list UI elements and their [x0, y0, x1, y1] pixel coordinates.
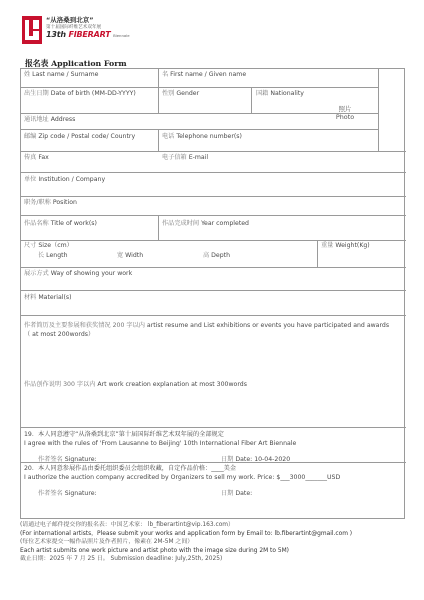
logo-edition: 13th	[46, 30, 66, 39]
note-image-en: Each artist submits one work picture and artist photo with the image size during 2M to 5M)	[20, 547, 289, 554]
length-label: 长 Length	[38, 252, 68, 259]
organizer-logo	[22, 14, 172, 48]
date-field-2[interactable]: 日期 Date:	[221, 490, 253, 497]
surname-label: 姓 Last name / Surname	[24, 71, 99, 78]
resume-label: 作者简历及主要参展和获奖情况 200 字以内 artist resume and List exhibitions or events you have participated and awards	[24, 322, 390, 329]
address-label: 通讯地址 Address	[24, 116, 76, 123]
photo-box[interactable]	[312, 105, 378, 121]
explanation-label: 作品创作说明 300 字以内 Art work creation explanation at most 300words	[24, 381, 247, 388]
year-completed-label: 作品完成时间 Year completed	[162, 220, 249, 227]
photo-label-cn: 照片	[338, 105, 352, 113]
show-way-label: 展示方式 Way of showing your work	[24, 270, 133, 277]
email-label: 电子信箱 E-mail	[162, 154, 209, 161]
logo-brand-sub: Biennale	[113, 33, 130, 38]
note-image-cn: (每位艺术家提交一幅作品照片及作者照片，像素在 2M-5M 之间）	[20, 539, 194, 546]
signature-label-2[interactable]: 作者签名 Signature:	[38, 490, 97, 497]
agreement-19-cn: 19．本人同意遵守“从洛桑到北京”第十届国际纤维艺术双年展的全部规定	[24, 431, 224, 438]
institution-label: 单位 Institution / Company	[24, 176, 106, 183]
note-china-email: (请通过电子邮件提交你的报名表：中国艺术家： lb_fiberartint@vip.163.com）	[20, 522, 234, 528]
logo-brand-text: FIBERART	[68, 30, 111, 39]
photo-label-en: Photo	[335, 113, 355, 121]
form-title: 报名表 Application Form	[25, 59, 127, 68]
signature-label-1[interactable]: 作者签名 Signature:	[38, 456, 97, 463]
logo-brand	[46, 30, 130, 39]
date-field-1[interactable]: 日期 Date: 10-04-2020	[221, 456, 291, 463]
agreement-20-en: I authorize the auction company accredited by Organizers to sell my work. Price: $___3000_______USD	[24, 474, 341, 481]
position-label: 职务/职称 Position	[24, 199, 77, 206]
logo-mark-icon	[22, 16, 42, 44]
work-title-label: 作品名称 Title of work(s)	[24, 220, 97, 227]
weight-label: 重量 Weight(Kg)	[321, 242, 370, 249]
note-intl-email: (For international artists，Please submit your works and application form by Email to: lb.fiberartint@gmail.com )	[20, 530, 353, 537]
note-deadline: 截止日期：2025 年 7 月 25 日。 Submission deadline: July,25th, 2025)	[20, 556, 223, 563]
logo-title-cn: “从洛桑到北京”	[46, 16, 94, 24]
resume-word-limit: （ at most 200words）	[24, 331, 95, 338]
logo-subtitle-cn: 第十届国际纤维艺术双年展	[46, 25, 102, 30]
nationality-label: 国籍 Nationality	[256, 90, 304, 97]
submission-notes	[20, 521, 352, 564]
width-label: 宽 Width	[117, 252, 144, 259]
zip-label: 邮编 Zip code / Postal code/ Country	[24, 133, 136, 140]
given-name-label: 名 First name / Given name	[162, 71, 247, 78]
agreement-20-cn: 20．本人同意参展作品由委托组织委员会组织收藏，自定作品价格：____美金	[24, 465, 237, 472]
depth-label: 高 Depth	[203, 252, 231, 259]
fax-label: 传真 Fax	[24, 154, 49, 161]
application-form	[20, 68, 405, 519]
size-label: 尺寸 Size（cm）	[24, 242, 73, 249]
dob-label: 出生日期 Date of birth (MM-DD-YYYY)	[24, 90, 136, 97]
material-label: 材料 Material(s)	[24, 294, 72, 301]
gender-label: 性别 Gender	[162, 90, 200, 97]
telephone-label: 电话 Telephone number(s)	[162, 133, 242, 140]
agreement-19-en: I agree with the rules of 'From Lausanne to Beijing' 10th International Fiber Art Biennale	[24, 440, 297, 447]
